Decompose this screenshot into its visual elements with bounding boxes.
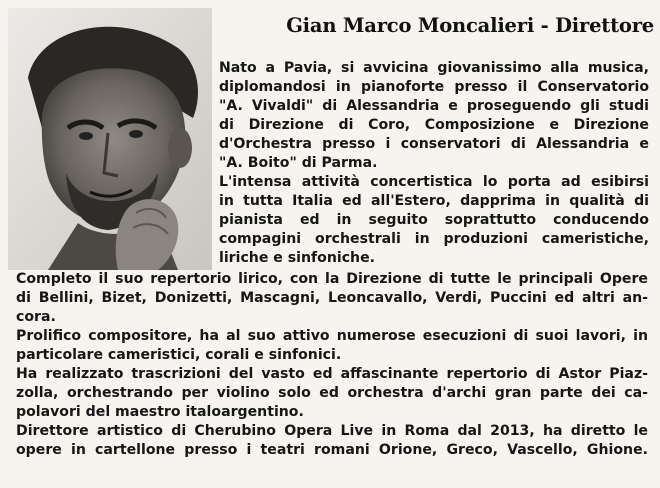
portrait-image — [8, 8, 212, 270]
bio-line: pianista ed in seguito soprattutto conducendo — [219, 212, 649, 228]
portrait-photo — [8, 8, 212, 270]
bio-line: Direttore artistico di Cherubino Opera Live in Roma dal 2013, ha diretto le — [16, 423, 648, 439]
bio-line: di Bellini, Bizet, Donizetti, Mascagni, Leoncavallo, Verdi, Puccini ed altri an- — [16, 290, 648, 306]
bio-line: "A. Vivaldi" di Alessandria e proseguendo gli studi — [219, 98, 649, 114]
bio-line: zolla, orchestrando per violino solo ed orchestra d'archi gran parte dei ca- — [16, 385, 648, 401]
bio-line: cora. — [16, 309, 56, 325]
bio-line: L'intensa attività concertistica lo porta ad esibirsi — [219, 174, 649, 190]
bio-line: liriche e sinfoniche. — [219, 250, 375, 266]
page-title: Gian Marco Moncalieri - Direttore — [286, 14, 654, 37]
bio-line: opere in cartellone presso i teatri romani Orione, Greco, Vascello, Ghione. — [16, 442, 648, 458]
bio-line: particolare cameristici, corali e sinfonici. — [16, 347, 342, 363]
bio-line: in tutta Italia ed all'Estero, dapprima in qualità di — [219, 193, 649, 209]
bio-line: compagini orchestrali in produzioni cameristiche, — [219, 231, 649, 247]
bio-line: "A. Boito" di Parma. — [219, 155, 378, 171]
bio-line: d'Orchestra presso i conservatori di Alessandria e — [219, 136, 649, 152]
bio-line: Completo il suo repertorio lirico, con la Direzione di tutte le principali Opere — [16, 271, 648, 287]
bio-line: polavori del maestro italoargentino. — [16, 404, 304, 420]
bio-line: diplomandosi in pianoforte presso il Conservatorio — [219, 79, 649, 95]
bio-line: Prolifico compositore, ha al suo attivo numerose esecuzioni di suoi lavori, in — [16, 328, 648, 344]
bio-line: Nato a Pavia, si avvicina giovanissimo alla musica, — [219, 60, 649, 76]
bio-line: Ha realizzato trascrizioni del vasto ed affascinante repertorio di Astor Piaz- — [16, 366, 648, 382]
bio-line: di Direzione di Coro, Composizione e Direzione — [219, 117, 649, 133]
